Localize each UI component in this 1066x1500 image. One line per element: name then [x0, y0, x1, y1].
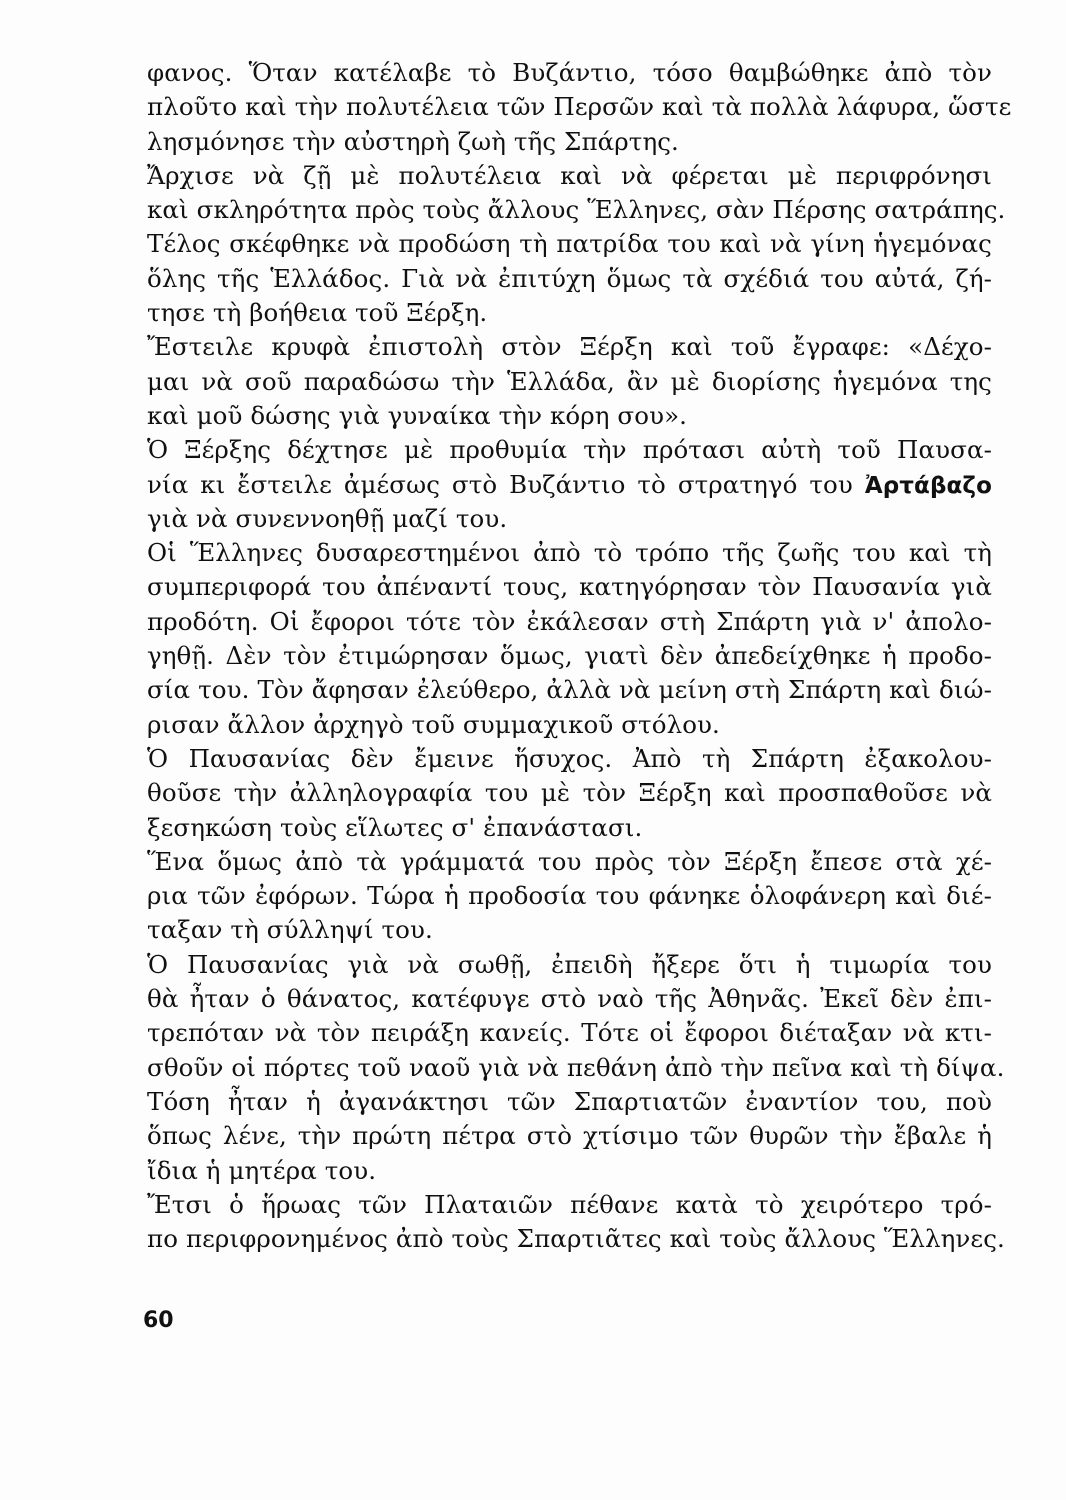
text-line: φανος. Ὅταν κατέλαβε τὸ Βυζάντιο, τόσο θαμβώθηκε ἀπὸ τὸν — [147, 58, 992, 87]
text-line: τησε τὴ βοήθεια τοῦ Ξέρξη. — [147, 298, 488, 328]
text-line: Ὁ Παυσανίας γιὰ νὰ σωθῇ, ἐπειδὴ ἤξερε ὅτι ἡ τιμωρία του — [147, 949, 992, 979]
body-text — [147, 56, 1012, 1256]
text-line: ρια τῶν ἐφόρων. Τώρα ἡ προδοσία του φάνηκε ὁλοφάνερη καὶ διέ- — [147, 881, 992, 911]
page-number: 60 — [143, 1308, 174, 1333]
text-line: ὅλης τῆς Ἑλλάδος. Γιὰ νὰ ἐπιτύχη ὅμως τὰ σχέδιά του αὐτά, ζή- — [147, 263, 992, 293]
text-line-with-name — [147, 468, 992, 502]
text-line: πλοῦτο καὶ τὴν πολυτέλεια τῶν Περσῶν καὶ τὰ πολλὰ λάφυρα, ὥστε — [147, 92, 1012, 122]
text-line: μαι νὰ σοῦ παραδώσω τὴν Ἑλλάδα, ἂν μὲ διορίσης ἡγεμόνα της — [147, 366, 992, 396]
text-line: πο περιφρονημένος ἀπὸ τοὺς Σπαρτιᾶτες καὶ τοὺς ἄλλους Ἕλληνες. — [147, 1224, 1005, 1254]
text-line: Τόση ἦταν ἡ ἀγανάκτησι τῶν Σπαρτιατῶν ἐναντίον του, ποὺ — [147, 1086, 992, 1116]
text-line: καὶ μοῦ δώσης γιὰ γυναίκα τὴν κόρη σου». — [147, 400, 688, 430]
text-line: σθοῦν οἱ πόρτες τοῦ ναοῦ γιὰ νὰ πεθάνη ἀπὸ τὴν πεῖνα καὶ τὴ δίψα. — [147, 1052, 1005, 1082]
text-line: Ἕνα ὅμως ἀπὸ τὰ γράμματά του πρὸς τὸν Ξέρξη ἔπεσε στὰ χέ- — [147, 846, 992, 876]
text-line: συμπεριφορά του ἀπέναντί τους, κατηγόρησαν τὸν Παυσανία γιὰ — [147, 572, 992, 602]
text-line: Ἄρχισε νὰ ζῇ μὲ πολυτέλεια καὶ νὰ φέρεται μὲ περιφρόνησι — [147, 160, 992, 190]
text-line: θοῦσε τὴν ἀλληλογραφία του μὲ τὸν Ξέρξη καὶ προσπαθοῦσε νὰ — [147, 778, 992, 808]
text-line: Ἔστειλε κρυφὰ ἐπιστολὴ στὸν Ξέρξη καὶ τοῦ ἔγραφε: «Δέχο- — [147, 332, 992, 362]
text-line: τρεπόταν νὰ τὸν πειράξη κανείς. Τότε οἱ ἔφοροι διέταξαν νὰ κτι- — [147, 1018, 992, 1048]
text-line: Ὁ Ξέρξης δέχτησε μὲ προθυμία τὴν πρότασι αὐτὴ τοῦ Παυσα- — [147, 435, 992, 465]
text-line: ξεσηκώση τοὺς εἵλωτες σ' ἐπανάστασι. — [147, 812, 643, 842]
bold-name: Ἀρτάβαζο — [864, 472, 993, 499]
text-line-part: νία κι ἔστειλε ἀμέσως στὸ Βυζάντιο τὸ στρατηγό του — [147, 469, 853, 499]
text-line: ἴδια ἡ μητέρα του. — [147, 1155, 377, 1185]
text-line: λησμόνησε τὴν αὐστηρὴ ζωὴ τῆς Σπάρτης. — [147, 126, 679, 156]
text-line: θὰ ἦταν ὁ θάνατος, κατέφυγε στὸ ναὸ τῆς Ἀθηνᾶς. Ἐκεῖ δὲν ἐπι- — [147, 984, 992, 1014]
text-line: προδότη. Οἱ ἔφοροι τότε τὸν ἐκάλεσαν στὴ Σπάρτη γιὰ ν' ἀπολο- — [147, 606, 992, 636]
text-line: Τέλος σκέφθηκε νὰ προδώση τὴ πατρίδα του καὶ νὰ γίνη ἡγεμόνας — [147, 229, 992, 259]
text-line: ὅπως λένε, τὴν πρώτη πέτρα στὸ χτίσιμο τῶν θυρῶν τὴν ἔβαλε ἡ — [147, 1121, 992, 1151]
text-line: Ἔτσι ὁ ἥρωας τῶν Πλαταιῶν πέθανε κατὰ τὸ χειρότερο τρό- — [147, 1189, 992, 1219]
text-line: ταξαν τὴ σύλληψί του. — [147, 915, 433, 945]
text-line: καὶ σκληρότητα πρὸς τοὺς ἄλλους Ἕλληνες, σὰν Πέρσης σατράπης. — [147, 195, 1006, 225]
text-line: γιὰ νὰ συνεννοηθῇ μαζί του. — [147, 503, 508, 533]
text-line: Ὁ Παυσανίας δὲν ἔμεινε ἥσυχος. Ἀπὸ τὴ Σπάρτη ἐξακολου- — [147, 743, 992, 773]
text-line: σία του. Τὸν ἄφησαν ἐλεύθερο, ἀλλὰ νὰ μείνη στὴ Σπάρτη καὶ διώ- — [147, 675, 992, 705]
text-line: γηθῇ. Δὲν τὸν ἐτιμώρησαν ὅμως, γιατὶ δὲν ἀπεδείχθηκε ἡ προδο- — [147, 641, 992, 671]
text-line: Οἱ Ἕλληνες δυσαρεστημένοι ἀπὸ τὸ τρόπο τῆς ζωῆς του καὶ τὴ — [147, 538, 992, 568]
text-line: ρισαν ἄλλον ἀρχηγὸ τοῦ συμμαχικοῦ στόλου. — [147, 709, 720, 739]
